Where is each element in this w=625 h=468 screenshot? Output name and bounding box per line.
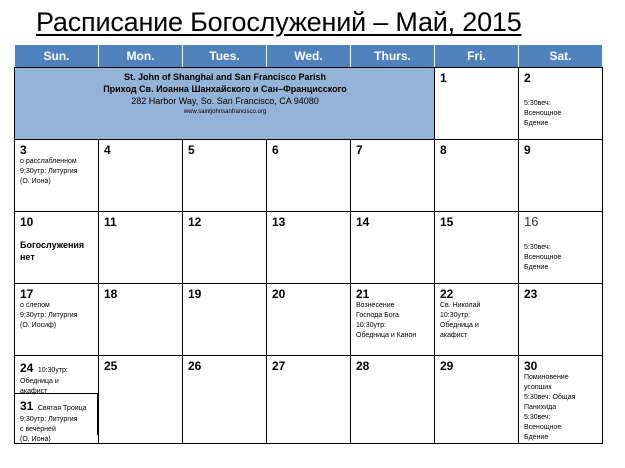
event-line: 10:30утр: bbox=[37, 367, 68, 374]
day-cell bbox=[435, 212, 519, 284]
day-cell bbox=[15, 140, 99, 212]
page-title: Расписание Богослужений – Май, 2015 bbox=[36, 7, 522, 37]
day-cell bbox=[351, 212, 435, 284]
event-line: Богослужения bbox=[20, 240, 85, 250]
week-row bbox=[15, 284, 603, 356]
weekday-header-row bbox=[15, 45, 603, 68]
event-line: Обедница и bbox=[440, 322, 479, 329]
event-line: Вознесение bbox=[356, 302, 395, 309]
week-row bbox=[15, 140, 603, 212]
day-cell bbox=[519, 356, 603, 444]
day-cell bbox=[519, 140, 603, 212]
day-cell bbox=[267, 212, 351, 284]
week-row bbox=[15, 212, 603, 284]
event-line: 10:30утр: bbox=[356, 322, 387, 329]
day-header-fri: Fri. bbox=[435, 45, 519, 68]
event-line: Обедница и Канон bbox=[356, 332, 417, 339]
day-number: 25 bbox=[104, 359, 118, 373]
event-line: Обедница и bbox=[20, 378, 59, 385]
day-number: 7 bbox=[356, 143, 363, 157]
day-number: 24 bbox=[20, 361, 34, 375]
event-line: о расслабленном bbox=[20, 158, 77, 165]
event-line: Бдение bbox=[524, 120, 549, 127]
day-header-wed: Wed. bbox=[267, 45, 351, 68]
day-cell bbox=[183, 356, 267, 444]
day-cell bbox=[183, 212, 267, 284]
event-line: 9:30утр: Литургия bbox=[20, 312, 78, 319]
parish-website: www.saintjohnsanfrancisco.org bbox=[183, 109, 267, 115]
day-cell bbox=[99, 140, 183, 212]
calendar-table bbox=[14, 44, 603, 444]
event-line: 5:30веч: bbox=[524, 100, 551, 107]
event-line: Господа Бога bbox=[356, 312, 399, 319]
event-line: 5:30веч: Общая bbox=[524, 394, 576, 401]
day-cell bbox=[99, 212, 183, 284]
week-row bbox=[15, 356, 603, 444]
day-header-tue: Tues. bbox=[183, 45, 267, 68]
day-cell-31 bbox=[15, 393, 98, 443]
day-number: 3 bbox=[20, 143, 27, 157]
day-cell-24 bbox=[15, 356, 98, 393]
day-number: 10 bbox=[20, 215, 34, 229]
day-number: 15 bbox=[440, 215, 454, 229]
day-number: 1 bbox=[440, 71, 447, 85]
day-number: 13 bbox=[272, 215, 286, 229]
event-line: Всенощное bbox=[524, 110, 562, 117]
day-cell bbox=[519, 212, 603, 284]
day-number: 27 bbox=[272, 359, 286, 373]
day-number: 20 bbox=[272, 287, 286, 301]
day-number: 21 bbox=[356, 287, 370, 301]
day-number: 6 bbox=[272, 143, 279, 157]
day-cell bbox=[435, 140, 519, 212]
event-line: Святая Троица bbox=[37, 405, 87, 412]
event-line: 10:30утр: bbox=[440, 312, 471, 319]
day-header-sat: Sat. bbox=[519, 45, 603, 68]
day-number: 11 bbox=[104, 215, 117, 229]
day-cell bbox=[351, 140, 435, 212]
day-cell bbox=[99, 356, 183, 444]
day-number: 2 bbox=[524, 71, 531, 85]
day-number: 17 bbox=[20, 287, 34, 301]
day-header-thu: Thurs. bbox=[351, 45, 435, 68]
day-number: 4 bbox=[104, 143, 111, 157]
event-line: нет bbox=[20, 252, 35, 262]
parish-address: 282 Harbor Way, So. San Francisco, CA 94080 bbox=[131, 96, 319, 106]
day-number: 22 bbox=[440, 287, 454, 301]
parish-name-ru: Приход Св. Иоанна Шанхайского и Сан–Францисского bbox=[103, 84, 347, 94]
day-number: 9 bbox=[524, 143, 531, 157]
day-number: 19 bbox=[188, 287, 202, 301]
event-line: (О. Иосиф) bbox=[20, 322, 57, 329]
day-cell bbox=[435, 356, 519, 444]
event-line: 9:30утр: Литургия bbox=[20, 168, 78, 175]
day-number: 30 bbox=[524, 359, 538, 373]
event-line: Всенощное bbox=[524, 254, 562, 261]
day-number: 14 bbox=[356, 215, 370, 229]
day-number: 28 bbox=[356, 359, 370, 373]
day-cell bbox=[519, 284, 603, 356]
event-line: акафист bbox=[20, 388, 48, 395]
parish-info bbox=[15, 68, 435, 140]
event-line: (О. Иона) bbox=[20, 436, 51, 443]
day-number: 18 bbox=[104, 287, 118, 301]
day-header-sun: Sun. bbox=[15, 45, 99, 68]
parish-name-en: St. John of Shanghai and San Francisco Parish bbox=[123, 72, 327, 82]
day-number: 29 bbox=[440, 359, 454, 373]
day-cell bbox=[351, 356, 435, 444]
day-cell bbox=[15, 212, 99, 284]
day-cell-split bbox=[15, 356, 99, 444]
event-line: Панихида bbox=[524, 404, 557, 411]
day-cell bbox=[519, 68, 603, 140]
event-line: усопших bbox=[524, 384, 552, 391]
day-number: 12 bbox=[188, 215, 202, 229]
day-cell bbox=[183, 284, 267, 356]
event-line: о слепом bbox=[20, 302, 50, 309]
day-cell bbox=[183, 140, 267, 212]
day-number: 31 bbox=[20, 399, 34, 413]
day-cell bbox=[435, 68, 519, 140]
day-cell bbox=[351, 284, 435, 356]
event-line: Св. Николай bbox=[440, 302, 481, 309]
day-cell bbox=[267, 140, 351, 212]
day-number: 16 bbox=[524, 214, 539, 229]
day-number: 23 bbox=[524, 287, 538, 301]
day-cell bbox=[267, 356, 351, 444]
event-line: Поминовение bbox=[524, 374, 569, 381]
day-cell bbox=[435, 284, 519, 356]
event-line: Бдение bbox=[524, 434, 549, 441]
day-cell bbox=[267, 284, 351, 356]
day-number: 26 bbox=[188, 359, 202, 373]
event-line: акафист bbox=[440, 332, 468, 339]
event-line: 5:30веч: bbox=[524, 244, 551, 251]
day-header-mon: Mon. bbox=[99, 45, 183, 68]
event-line: Бдение bbox=[524, 264, 549, 271]
day-cell bbox=[99, 284, 183, 356]
event-line: 5:30веч: bbox=[524, 414, 551, 421]
day-number: 8 bbox=[440, 143, 447, 157]
event-line: Всенощное bbox=[524, 424, 562, 431]
event-line: 9:30утр: Литургия bbox=[20, 416, 78, 423]
event-line: с вечерней bbox=[20, 426, 56, 433]
day-number: 5 bbox=[188, 143, 195, 157]
event-line: (О. Иона) bbox=[20, 178, 51, 185]
week-row bbox=[15, 68, 603, 140]
day-cell bbox=[15, 284, 99, 356]
